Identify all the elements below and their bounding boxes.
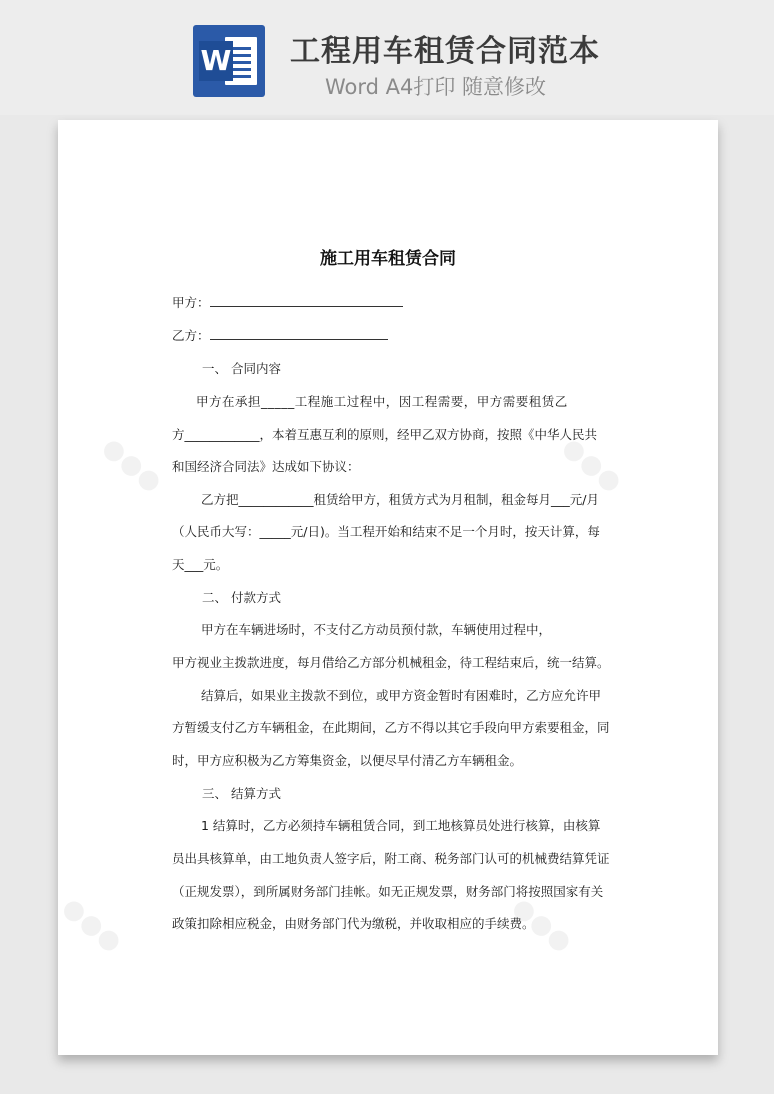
section-heading: 一、 合同内容 xyxy=(202,361,281,376)
party-b-blank xyxy=(210,327,388,340)
paragraph-line: 甲方在承担_____工程施工过程中，因工程需要，甲方需要租赁乙 xyxy=(196,394,568,409)
paragraph-line: 时，甲方应积极为乙方筹集资金，以便尽早付清乙方车辆租金。 xyxy=(172,753,523,768)
paragraph-line: 员出具核算单，由工地负责人签字后，附工商、税务部门认可的机械费结算凭证 xyxy=(172,851,610,866)
paragraph-line: 结算后，如果业主拨款不到位，或甲方资金暂时有困难时，乙方应允许甲 xyxy=(201,688,602,703)
document-title: 施工用车租赁合同 xyxy=(320,249,456,269)
watermark: ●●● xyxy=(56,891,128,959)
paragraph-line: （人民币大写：_____元/日)。当工程开始和结束不足一个月时，按天计算，每 xyxy=(172,524,600,539)
paragraph-line: 乙方把____________租赁给甲方，租赁方式为月租制，租金每月___元/月 xyxy=(201,492,599,507)
paragraph-line: 和国经济合同法》达成如下协议： xyxy=(172,459,360,474)
paragraph-line: 方暂缓支付乙方车辆租金，在此期间，乙方不得以其它手段向甲方索要租金，同 xyxy=(172,720,610,735)
word-document-icon xyxy=(193,25,265,97)
paragraph-line: 政策扣除相应税金，由财务部门代为缴税，并收取相应的手续费。 xyxy=(172,916,535,931)
paragraph-line: 1 结算时，乙方必须持车辆租赁合同，到工地核算员处进行核算，由核算 xyxy=(201,818,601,833)
paragraph-line: （正规发票），到所属财务部门挂帐。如无正规发票，财务部门将按照国家有关 xyxy=(172,884,604,899)
party-b-label: 乙方： xyxy=(172,328,210,343)
page-header xyxy=(0,0,774,115)
paragraph-line: 方____________，本着互惠互利的原则，经甲乙双方协商，按照《中华人民共 xyxy=(172,427,598,442)
word-letter: W xyxy=(199,41,233,81)
section-heading: 二、 付款方式 xyxy=(202,590,281,605)
watermark: ●●● xyxy=(96,431,168,499)
paragraph-line: 甲方视业主拨款进度，每月借给乙方部分机械租金，待工程结束后，统一结算。 xyxy=(172,655,610,670)
paragraph-line: 甲方在车辆进场时，不支付乙方动员预付款，车辆使用过程中， xyxy=(201,622,552,637)
watermark: ●●● xyxy=(506,891,578,959)
party-a-blank xyxy=(210,294,403,307)
party-a-label: 甲方： xyxy=(172,295,210,310)
party-a-line xyxy=(172,293,403,311)
section-heading: 三、 结算方式 xyxy=(202,786,281,801)
document-page xyxy=(58,120,718,1055)
page-title: 工程用车租赁合同范本 xyxy=(290,34,600,69)
page-subtitle: Word A4打印 随意修改 xyxy=(325,75,547,99)
watermark: ●●● xyxy=(556,431,628,499)
party-b-line xyxy=(172,326,388,344)
paragraph-line: 天___元。 xyxy=(172,557,229,572)
